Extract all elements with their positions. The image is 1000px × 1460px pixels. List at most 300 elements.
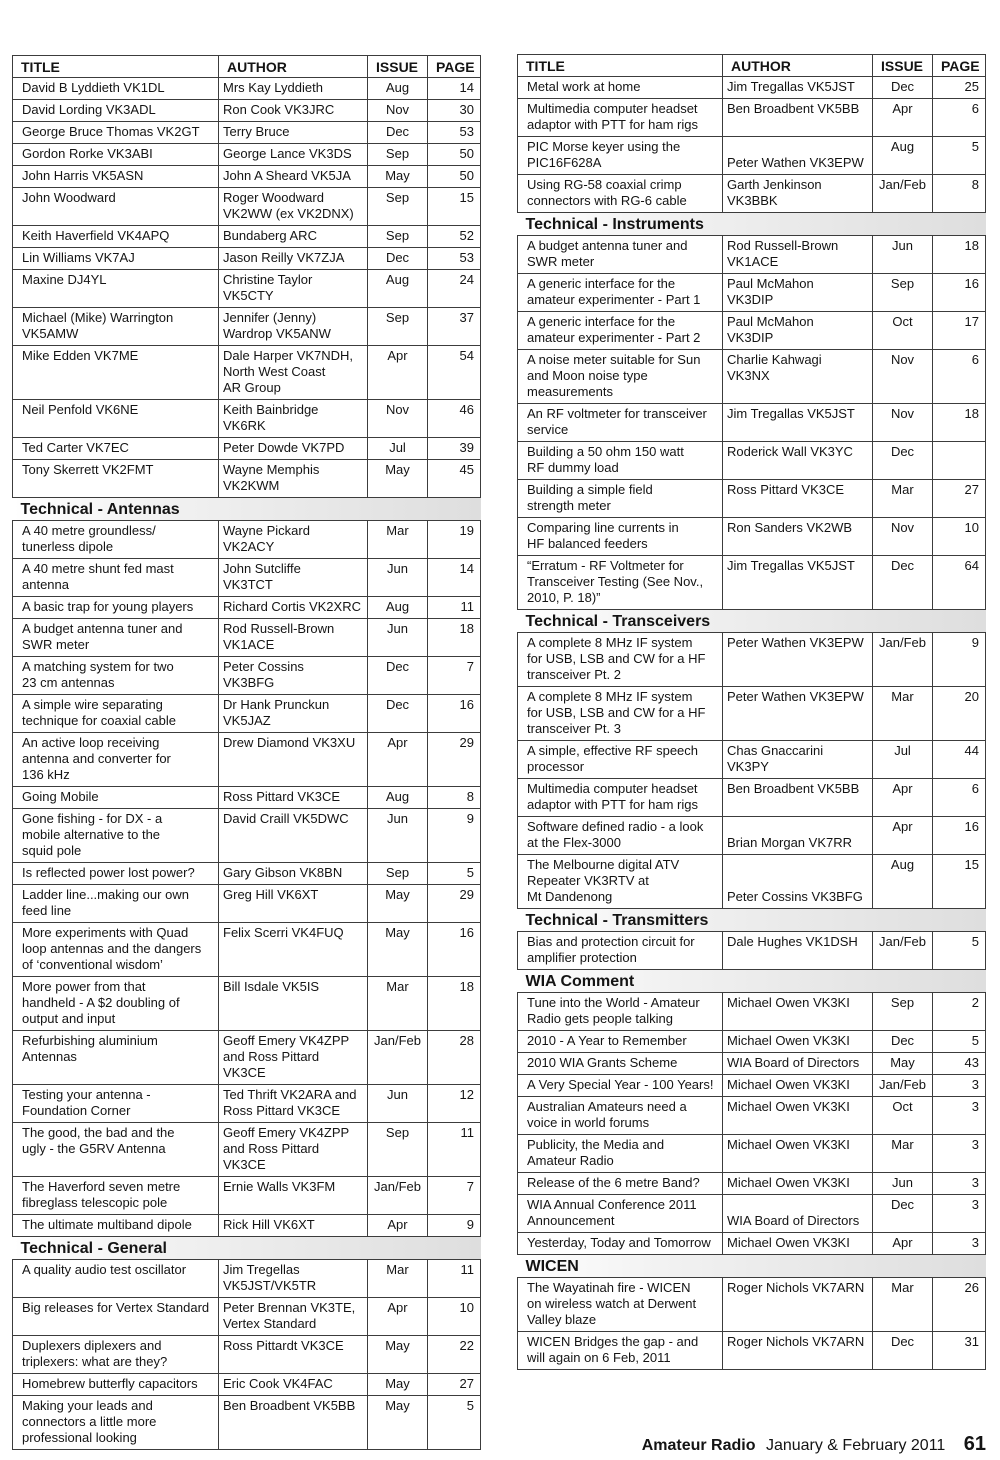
cell-title: Bias and protection circuit for amplifier protection xyxy=(518,932,723,970)
section-heading: Technical - Antennas xyxy=(13,498,481,521)
table-row xyxy=(13,78,481,100)
table-row xyxy=(518,442,986,480)
index-table-left xyxy=(12,55,481,1450)
table-row xyxy=(518,817,986,855)
cell-page: 12 xyxy=(428,1085,481,1123)
cell-page: 64 xyxy=(933,556,986,610)
header-row xyxy=(518,55,986,77)
cell-title: Comparing line currents in HF balanced feeders xyxy=(518,518,723,556)
index-table-right xyxy=(517,54,986,1370)
table-row xyxy=(518,779,986,817)
cell-title: Maxine DJ4YL xyxy=(13,270,219,308)
cell-page: 50 xyxy=(428,144,481,166)
cell-issue: Nov xyxy=(368,400,428,438)
cell-title: The Melbourne digital ATV Repeater VK3RTV at Mt Dandenong xyxy=(518,855,723,909)
cell-page: 8 xyxy=(428,787,481,809)
cell-author: Michael Owen VK3KI xyxy=(723,1173,873,1195)
cell-page: 18 xyxy=(933,236,986,274)
cell-page: 7 xyxy=(428,657,481,695)
table-row xyxy=(518,993,986,1031)
cell-page: 6 xyxy=(933,99,986,137)
cell-author: Michael Owen VK3KI xyxy=(723,993,873,1031)
cell-issue: May xyxy=(368,923,428,977)
table-row xyxy=(13,657,481,695)
cell-issue: Jun xyxy=(368,809,428,863)
cell-page: 20 xyxy=(933,687,986,741)
cell-author: Eric Cook VK4FAC xyxy=(219,1374,368,1396)
cell-title: A complete 8 MHz IF system for USB, LSB and CW for a HF transceiver Pt. 2 xyxy=(518,633,723,687)
cell-page: 10 xyxy=(428,1298,481,1336)
header-row xyxy=(13,56,481,78)
issue-date: January & February 2011 xyxy=(765,1437,946,1454)
table-row xyxy=(518,175,986,213)
cell-issue: Jun xyxy=(873,1173,933,1195)
cell-page: 8 xyxy=(933,175,986,213)
cell-title: A simple wire separating technique for coaxial cable xyxy=(13,695,219,733)
cell-issue: Sep xyxy=(873,274,933,312)
cell-title: An active loop receiving antenna and converter for 136 kHz xyxy=(13,733,219,787)
cell-author: WIA Board of Directors xyxy=(723,1195,873,1233)
cell-page: 53 xyxy=(428,248,481,270)
cell-author: Michael Owen VK3KI xyxy=(723,1135,873,1173)
cell-author: Rod Russell-Brown VK1ACE xyxy=(219,619,368,657)
cell-author: Ernie Walls VK3FM xyxy=(219,1177,368,1215)
cell-title: A generic interface for the amateur experimenter - Part 1 xyxy=(518,274,723,312)
cell-author: Ron Cook VK3JRC xyxy=(219,100,368,122)
table-row xyxy=(13,1396,481,1450)
cell-author: WIA Board of Directors xyxy=(723,1053,873,1075)
cell-page: 52 xyxy=(428,226,481,248)
cell-issue: Dec xyxy=(873,556,933,610)
cell-issue: Apr xyxy=(368,1215,428,1237)
cell-page: 3 xyxy=(933,1097,986,1135)
cell-title: Duplexers diplexers and triplexers: what are they? xyxy=(13,1336,219,1374)
cell-issue: May xyxy=(368,885,428,923)
table-row xyxy=(13,695,481,733)
cell-issue: Aug xyxy=(368,787,428,809)
cell-title: A 40 metre groundless/ tunerless dipole xyxy=(13,521,219,559)
cell-issue: May xyxy=(368,1396,428,1450)
cell-author: Ted Thrift VK2ARA and Ross Pittard VK3CE xyxy=(219,1085,368,1123)
table-row xyxy=(518,1332,986,1370)
cell-title: David Lording VK3ADL xyxy=(13,100,219,122)
cell-title: Metal work at home xyxy=(518,77,723,99)
cell-author: Rick Hill VK6XT xyxy=(219,1215,368,1237)
cell-issue: Dec xyxy=(368,248,428,270)
cell-title: Ted Carter VK7EC xyxy=(13,438,219,460)
cell-issue: Apr xyxy=(873,1233,933,1255)
cell-issue: May xyxy=(368,166,428,188)
cell-page: 2 xyxy=(933,993,986,1031)
cell-page: 10 xyxy=(933,518,986,556)
table-row xyxy=(13,248,481,270)
cell-issue: Nov xyxy=(368,100,428,122)
cell-title: Software defined radio - a look at the Flex-3000 xyxy=(518,817,723,855)
cell-title: WIA Annual Conference 2011 Announcement xyxy=(518,1195,723,1233)
cell-author: Michael Owen VK3KI xyxy=(723,1233,873,1255)
cell-page: 3 xyxy=(933,1195,986,1233)
page-number: 61 xyxy=(963,1433,986,1455)
cell-author: Rod Russell-Brown VK1ACE xyxy=(723,236,873,274)
table-row xyxy=(518,1195,986,1233)
cell-title: Release of the 6 metre Band? xyxy=(518,1173,723,1195)
cell-title: George Bruce Thomas VK2GT xyxy=(13,122,219,144)
table-row xyxy=(13,438,481,460)
cell-issue: Apr xyxy=(873,817,933,855)
cell-author: Roger Nichols VK7ARN xyxy=(723,1278,873,1332)
cell-page: 18 xyxy=(933,404,986,442)
cell-issue: Oct xyxy=(873,1097,933,1135)
cell-author: Garth Jenkinson VK3BBK xyxy=(723,175,873,213)
cell-title: Yesterday, Today and Tomorrow xyxy=(518,1233,723,1255)
cell-title: Publicity, the Media and Amateur Radio xyxy=(518,1135,723,1173)
cell-page: 16 xyxy=(428,695,481,733)
table-row xyxy=(13,1031,481,1085)
cell-issue: Dec xyxy=(368,122,428,144)
cell-issue: Dec xyxy=(873,77,933,99)
page-footer xyxy=(642,1433,986,1456)
table-row xyxy=(13,1336,481,1374)
cell-author: Ross Pittardt VK3CE xyxy=(219,1336,368,1374)
cell-title: A basic trap for young players xyxy=(13,597,219,619)
cell-page: 14 xyxy=(428,559,481,597)
cell-title: Multimedia computer headset adaptor with PTT for ham rigs xyxy=(518,779,723,817)
cell-title: Multimedia computer headset adaptor with PTT for ham rigs xyxy=(518,99,723,137)
cell-issue: Mar xyxy=(873,1135,933,1173)
cell-author: Peter Cossins VK3BFG xyxy=(219,657,368,695)
cell-issue: Mar xyxy=(368,521,428,559)
section-heading-row xyxy=(13,498,481,521)
table-row xyxy=(13,809,481,863)
cell-author: Ben Broadbent VK5BB xyxy=(723,99,873,137)
cell-issue: Sep xyxy=(368,308,428,346)
cell-page: 43 xyxy=(933,1053,986,1075)
table-row xyxy=(13,1215,481,1237)
table-row xyxy=(518,1031,986,1053)
cell-author: Jennifer (Jenny) Wardrop VK5ANW xyxy=(219,308,368,346)
cell-issue: Mar xyxy=(873,1278,933,1332)
cell-page: 19 xyxy=(428,521,481,559)
cell-issue: Jul xyxy=(873,741,933,779)
table-row xyxy=(13,521,481,559)
cell-issue: Aug xyxy=(873,137,933,175)
cell-page: 45 xyxy=(428,460,481,498)
cell-title: More power from that handheld - A $2 doubling of output and input xyxy=(13,977,219,1031)
cell-author: Peter Cossins VK3BFG xyxy=(723,855,873,909)
section-heading: Technical - General xyxy=(13,1237,481,1260)
cell-issue: Apr xyxy=(368,346,428,400)
table-row xyxy=(13,559,481,597)
cell-title: 2010 - A Year to Remember xyxy=(518,1031,723,1053)
table-row xyxy=(518,741,986,779)
section-heading: Technical - Instruments xyxy=(518,213,986,236)
table-row xyxy=(13,923,481,977)
cell-title: Neil Penfold VK6NE xyxy=(13,400,219,438)
table-row xyxy=(518,350,986,404)
cell-page: 15 xyxy=(428,188,481,226)
cell-page: 15 xyxy=(933,855,986,909)
cell-page: 3 xyxy=(933,1173,986,1195)
cell-author: Keith Bainbridge VK6RK xyxy=(219,400,368,438)
cell-title: John Woodward xyxy=(13,188,219,226)
cell-title: The Haverford seven metre fibreglass telescopic pole xyxy=(13,1177,219,1215)
cell-title: Big releases for Vertex Standard xyxy=(13,1298,219,1336)
cell-title: 2010 WIA Grants Scheme xyxy=(518,1053,723,1075)
cell-author: Terry Bruce xyxy=(219,122,368,144)
cell-author: Peter Dowde VK7PD xyxy=(219,438,368,460)
section-heading: Technical - Transceivers xyxy=(518,610,986,633)
cell-issue: Jul xyxy=(368,438,428,460)
cell-author: Ross Pittard VK3CE xyxy=(219,787,368,809)
table-row xyxy=(13,863,481,885)
col-header-title: TITLE xyxy=(518,55,723,77)
cell-issue: Jun xyxy=(873,236,933,274)
cell-author: Ron Sanders VK2WB xyxy=(723,518,873,556)
cell-author: Michael Owen VK3KI xyxy=(723,1097,873,1135)
table-row xyxy=(13,1085,481,1123)
cell-issue: Apr xyxy=(368,1298,428,1336)
cell-page: 50 xyxy=(428,166,481,188)
cell-title: More experiments with Quad loop antennas and the dangers of ‘conventional wisdom’ xyxy=(13,923,219,977)
cell-page: 54 xyxy=(428,346,481,400)
cell-issue: Dec xyxy=(368,657,428,695)
table-row xyxy=(13,122,481,144)
table-row xyxy=(13,346,481,400)
table-row xyxy=(518,1233,986,1255)
section-heading-row xyxy=(518,610,986,633)
table-row xyxy=(13,787,481,809)
cell-issue: May xyxy=(368,1336,428,1374)
cell-title: The good, the bad and the ugly - the G5RV Antenna xyxy=(13,1123,219,1177)
cell-page: 5 xyxy=(933,932,986,970)
cell-author: Peter Wathen VK3EPW xyxy=(723,633,873,687)
cell-title: Is reflected power lost power? xyxy=(13,863,219,885)
col-header-author: AUTHOR xyxy=(219,56,368,78)
cell-author: Dale Hughes VK1DSH xyxy=(723,932,873,970)
cell-title: John Harris VK5ASN xyxy=(13,166,219,188)
col-header-issue: ISSUE xyxy=(873,55,933,77)
col-header-page: PAGE xyxy=(428,56,481,78)
col-header-page: PAGE xyxy=(933,55,986,77)
col-header-author: AUTHOR xyxy=(723,55,873,77)
cell-title: Gone fishing - for DX - a mobile alternative to the squid pole xyxy=(13,809,219,863)
col-header-title: TITLE xyxy=(13,56,219,78)
cell-page: 29 xyxy=(428,885,481,923)
cell-page xyxy=(933,442,986,480)
table-row xyxy=(518,932,986,970)
cell-page: 37 xyxy=(428,308,481,346)
cell-author: Peter Wathen VK3EPW xyxy=(723,137,873,175)
table-row xyxy=(518,1135,986,1173)
table-row xyxy=(13,1260,481,1298)
cell-author: Roger Woodward VK2WW (ex VK2DNX) xyxy=(219,188,368,226)
cell-title: A budget antenna tuner and SWR meter xyxy=(518,236,723,274)
cell-page: 30 xyxy=(428,100,481,122)
cell-author: Jim Tregellas VK5JST/VK5TR xyxy=(219,1260,368,1298)
cell-author: Drew Diamond VK3XU xyxy=(219,733,368,787)
table-row xyxy=(13,166,481,188)
cell-title: “Erratum - RF Voltmeter for Transceiver Testing (See Nov., 2010, P. 18)” xyxy=(518,556,723,610)
cell-page: 7 xyxy=(428,1177,481,1215)
cell-author: John A Sheard VK5JA xyxy=(219,166,368,188)
table-row xyxy=(518,312,986,350)
cell-issue: Mar xyxy=(368,1260,428,1298)
table-row xyxy=(518,1075,986,1097)
cell-title: Tune into the World - Amateur Radio gets people talking xyxy=(518,993,723,1031)
table-row xyxy=(518,1173,986,1195)
cell-issue: Aug xyxy=(368,78,428,100)
cell-issue: Jan/Feb xyxy=(873,175,933,213)
cell-author: Gary Gibson VK8BN xyxy=(219,863,368,885)
cell-author: Paul McMahon VK3DIP xyxy=(723,312,873,350)
cell-title: Making your leads and connectors a little more professional looking xyxy=(13,1396,219,1450)
cell-title: Keith Haverfield VK4APQ xyxy=(13,226,219,248)
table-row xyxy=(518,77,986,99)
cell-title: Building a simple field strength meter xyxy=(518,480,723,518)
table-row xyxy=(13,308,481,346)
cell-author: Jim Tregallas VK5JST xyxy=(723,77,873,99)
cell-page: 24 xyxy=(428,270,481,308)
table-row xyxy=(13,1298,481,1336)
cell-author: Charlie Kahwagi VK3NX xyxy=(723,350,873,404)
cell-title: The Wayatinah fire - WICEN on wireless watch at Derwent Valley blaze xyxy=(518,1278,723,1332)
cell-author: Michael Owen VK3KI xyxy=(723,1075,873,1097)
section-heading-row xyxy=(518,1255,986,1278)
cell-issue: Jan/Feb xyxy=(873,932,933,970)
cell-page: 9 xyxy=(428,809,481,863)
cell-page: 16 xyxy=(428,923,481,977)
cell-issue: Dec xyxy=(368,695,428,733)
table-row xyxy=(518,274,986,312)
cell-title: A budget antenna tuner and SWR meter xyxy=(13,619,219,657)
section-heading: Technical - Transmitters xyxy=(518,909,986,932)
cell-page: 22 xyxy=(428,1336,481,1374)
cell-author: Chas Gnaccarini VK3PY xyxy=(723,741,873,779)
cell-author: Jim Tregallas VK5JST xyxy=(723,556,873,610)
cell-page: 26 xyxy=(933,1278,986,1332)
cell-title: Gordon Rorke VK3ABI xyxy=(13,144,219,166)
cell-issue: Mar xyxy=(873,687,933,741)
cell-title: Australian Amateurs need a voice in world forums xyxy=(518,1097,723,1135)
cell-title: The ultimate multiband dipole xyxy=(13,1215,219,1237)
cell-title: Lin Williams VK7AJ xyxy=(13,248,219,270)
cell-issue: Apr xyxy=(368,733,428,787)
cell-page: 27 xyxy=(933,480,986,518)
cell-author: Richard Cortis VK2XRC xyxy=(219,597,368,619)
cell-author: Dale Harper VK7NDH, North West Coast AR Group xyxy=(219,346,368,400)
cell-issue: Sep xyxy=(368,226,428,248)
cell-issue: May xyxy=(368,1374,428,1396)
cell-page: 11 xyxy=(428,597,481,619)
table-row xyxy=(13,226,481,248)
cell-issue: Jun xyxy=(368,1085,428,1123)
cell-issue: Aug xyxy=(873,855,933,909)
cell-page: 17 xyxy=(933,312,986,350)
cell-author: Michael Owen VK3KI xyxy=(723,1031,873,1053)
cell-page: 28 xyxy=(428,1031,481,1085)
cell-author: Peter Wathen VK3EPW xyxy=(723,687,873,741)
cell-page: 5 xyxy=(933,1031,986,1053)
cell-author: Wayne Pickard VK2ACY xyxy=(219,521,368,559)
table-body-left xyxy=(13,78,481,1450)
cell-page: 46 xyxy=(428,400,481,438)
cell-issue: Sep xyxy=(368,144,428,166)
cell-page: 53 xyxy=(428,122,481,144)
cell-issue: May xyxy=(368,460,428,498)
cell-title: Mike Edden VK7ME xyxy=(13,346,219,400)
cell-title: Building a 50 ohm 150 watt RF dummy load xyxy=(518,442,723,480)
cell-page: 39 xyxy=(428,438,481,460)
table-row xyxy=(518,137,986,175)
table-row xyxy=(13,733,481,787)
table-row xyxy=(518,99,986,137)
cell-author: Ben Broadbent VK5BB xyxy=(723,779,873,817)
cell-page: 11 xyxy=(428,1260,481,1298)
cell-issue: Apr xyxy=(873,779,933,817)
section-heading: WICEN xyxy=(518,1255,986,1278)
cell-author: Paul McMahon VK3DIP xyxy=(723,274,873,312)
cell-author: Geoff Emery VK4ZPP and Ross Pittard VK3CE xyxy=(219,1031,368,1085)
table-row xyxy=(13,619,481,657)
cell-title: Using RG-58 coaxial crimp connectors with RG-6 cable xyxy=(518,175,723,213)
cell-issue: Dec xyxy=(873,442,933,480)
cell-issue: Nov xyxy=(873,518,933,556)
table-row xyxy=(13,460,481,498)
cell-issue: Jan/Feb xyxy=(368,1031,428,1085)
cell-author: Roger Nichols VK7ARN xyxy=(723,1332,873,1370)
cell-page: 5 xyxy=(933,137,986,175)
section-heading: WIA Comment xyxy=(518,970,986,993)
table-row xyxy=(518,1278,986,1332)
table-row xyxy=(518,1097,986,1135)
cell-title: A complete 8 MHz IF system for USB, LSB and CW for a HF transceiver Pt. 3 xyxy=(518,687,723,741)
cell-page: 3 xyxy=(933,1233,986,1255)
cell-page: 31 xyxy=(933,1332,986,1370)
cell-page: 44 xyxy=(933,741,986,779)
cell-page: 5 xyxy=(428,863,481,885)
cell-issue: Sep xyxy=(368,863,428,885)
cell-page: 18 xyxy=(428,619,481,657)
cell-author: George Lance VK3DS xyxy=(219,144,368,166)
cell-issue: Dec xyxy=(873,1031,933,1053)
cell-author: David Craill VK5DWC xyxy=(219,809,368,863)
cell-title: Testing your antenna - Foundation Corner xyxy=(13,1085,219,1123)
section-heading-row xyxy=(13,1237,481,1260)
table-row xyxy=(518,404,986,442)
cell-issue: Aug xyxy=(368,270,428,308)
table-row xyxy=(13,100,481,122)
cell-issue: Aug xyxy=(368,597,428,619)
cell-page: 14 xyxy=(428,78,481,100)
cell-title: David B Lyddieth VK1DL xyxy=(13,78,219,100)
cell-page: 16 xyxy=(933,274,986,312)
cell-page: 25 xyxy=(933,77,986,99)
cell-author: Wayne Memphis VK2KWM xyxy=(219,460,368,498)
cell-issue: Mar xyxy=(873,480,933,518)
cell-issue: Dec xyxy=(873,1332,933,1370)
cell-issue: Sep xyxy=(368,1123,428,1177)
cell-page: 6 xyxy=(933,350,986,404)
cell-author: John Sutcliffe VK3TCT xyxy=(219,559,368,597)
table-row xyxy=(13,1374,481,1396)
table-row xyxy=(518,556,986,610)
cell-title: An RF voltmeter for transceiver service xyxy=(518,404,723,442)
cell-page: 9 xyxy=(428,1215,481,1237)
cell-issue: Apr xyxy=(873,99,933,137)
table-row xyxy=(518,855,986,909)
cell-issue: Jun xyxy=(368,619,428,657)
cell-title: Michael (Mike) Warrington VK5AMW xyxy=(13,308,219,346)
